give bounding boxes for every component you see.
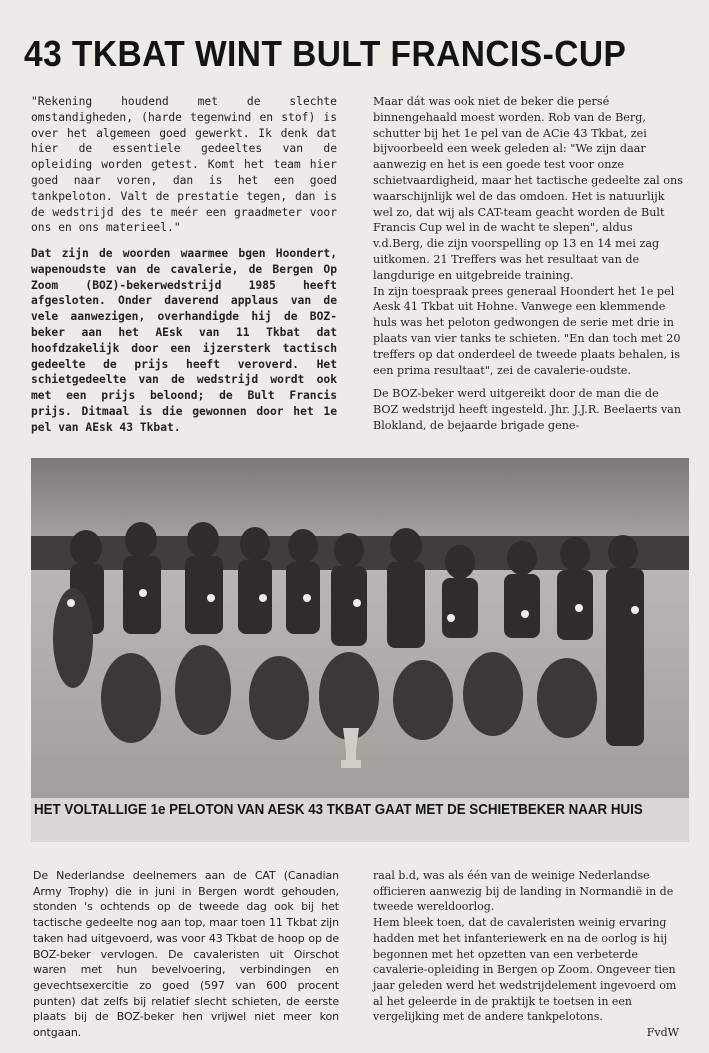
right-paragraph-1: Maar dát was ook niet de beker die persé binnengehaald moest worden. Rob van de Berg, schutter bij het 1e pel van de ACie 43 Tkbat, zei bijvoorbeeld een week geleden al: "We zijn daar aanwezig en het is een goede test voor onze schietvaardigheid, maar het tactische gedeelte zal ons waarschijnlijk wel de das omdoen. Het is natuurlijk wel zo, dat wij als CAT-team geacht worden de Bult Francis Cup wel in de wacht te slepen", aldus v.d.Berg, die zijn voorspelling op 13 en 14 mei zag uitkomen. 21 Treffers was het resultaat van de langdurige en uitgebreide training. <box>373 95 683 282</box>
bottom-right-paragraph-2: Hem bleek toen, dat de cavaleristen weinig ervaring hadden met het infanteriewerk en na de oorlog is hij begonnen met het opzetten van een verbeterde cavalerie-opleiding in Bergen op Zoom. Ongeveer tien jaar geleden werd het wedstrijdelement ingevoerd om al het geleerde in de praktijk te toetsen in een vergelijking met de andere tankpelotons. <box>373 916 677 1024</box>
bottom-left-paragraph: De Nederlandse deelnemers aan de CAT (Canadian Army Trophy) die in juni in Bergen wordt gehouden, stonden 's ochtends op de tweede dag ook bij het tactische gedeelte nog aan top, maar toen 11 Tkbat zijn taken had uitgevoerd, was voor 43 Tkbat de hoop op de BOZ-beker vervlogen. De cavaleristen uit Oirschot waren met hun bevelvoering, verbindingen en gevechtsexercitie zo goed (597 van 600 procent punten) dat zelfs bij relatief slecht schieten, de eerste plaats bij de BOZ-beker hen vrijwel niet meer kon ontgaan. <box>33 869 339 1040</box>
bottom-right-paragraph-1: raal b.d, was als één van de weinige Nederlandse officieren aanwezig bij de landing in Normandië in de tweede wereldoorlog. <box>373 869 674 914</box>
article-headline: 43 TKBAT WINT BULT FRANCIS-CUP <box>24 33 627 74</box>
opening-quote <box>31 94 337 236</box>
bottom-right-column <box>373 868 679 1041</box>
photo-caption: HET VOLTALLIGE 1e PELOTON VAN AESK 43 TKBAT GAAT MET DE SCHIETBEKER NAAR HUIS <box>34 802 643 818</box>
right-paragraph-3: De BOZ-beker werd uitgereikt door de man die de BOZ wedstrijd heeft ingesteld. Jhr. J.J.R. Beelaerts van Blokland, de bejaarde brigade gene- <box>373 387 682 432</box>
platoon-photo <box>31 458 689 798</box>
bottom-left-column <box>33 868 339 1041</box>
right-paragraph-2: In zijn toespraak prees generaal Hoondert het 1e pel Aesk 41 Tkbat uit Hohne. Vanwege een klemmende huls was het peloton gedwongen de serie met drie in plaats van vier tanks te schieten. "En dan toch met 20 treffers op dat onderdeel de tweede plaats behalen, is een prima resultaat", zei de cavalerie-oudste. <box>373 284 681 377</box>
quote-paragraph: "Rekening houdend met de slechte omstandigheden, (harde tegenwind en stof) is over het algemeen goed gewerkt. Ik denk dat hier de essentiele gedeeltes van de opleiding worden getest. Komt het team hier goed naar voren, dan is het een goed tankpeloton. Valt de prestatie tegen, dan is de wedstrijd des te meér een graadmeter voor ons en ons materieel." <box>31 95 337 235</box>
author-signature: FvdW <box>646 1026 679 1040</box>
right-column <box>373 94 685 434</box>
intro-column <box>31 246 337 436</box>
intro-paragraph: Dat zijn de woorden waarmee bgen Hoondert, wapenoudste van de cavalerie, de Bergen Op Zoom (BOZ)-bekerwedstrijd 1985 heeft afgesloten. Onder daverend applaus van de vele aanwezigen, overhandigde hij de BOZ-beker aan het AEsk van 11 Tkbat dat hoofdzakelijk door een ijzersterk tactisch gedeelte de prijs heeft veroverd. Het schietgedeelte van de wedstrijd wordt ook met een prijs beloond; de Bult Francis prijs. Ditmaal is die gewonnen door het 1e pel van AEsk 43 Tkbat. <box>31 247 337 434</box>
